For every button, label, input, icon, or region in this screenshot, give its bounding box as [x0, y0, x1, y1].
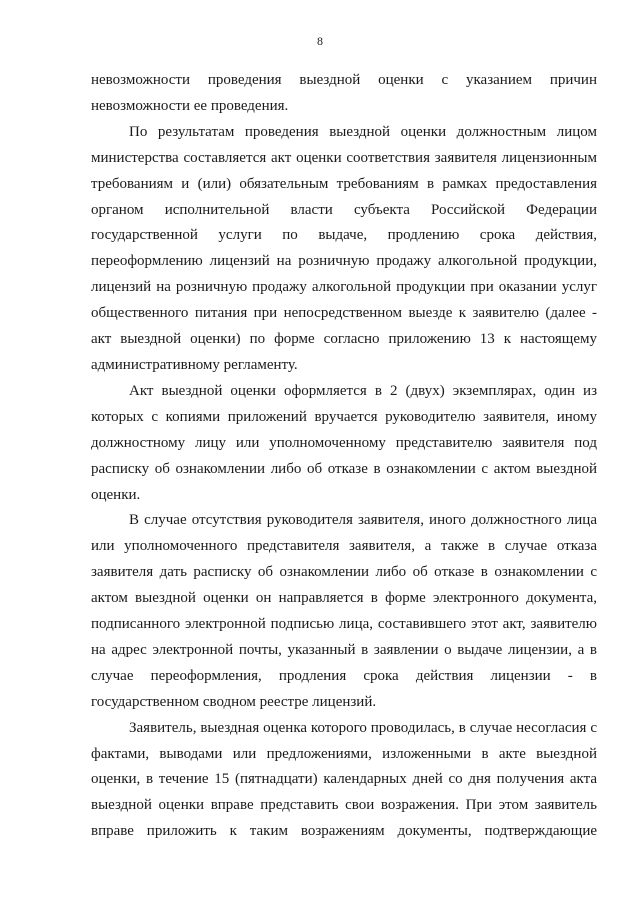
- document-body: [91, 68, 597, 845]
- paragraph-inspection-act: По результатам проведения выездной оценки должностным лицом министерства составляется акт оценки соответствия заявителя лицензионным требованиям и (или) обязательным требованиям в рамках предоставления органом исполнительной власти субъекта Российской Федерации государственной услуги по выдаче, продлению срока действия, переоформлению лицензий на розничную продажу алкогольной продукции, лицензий на розничную продажу алкогольной продукции при оказании услуг общественного питания при непосредственном выезде к заявителю (далее - акт выездной оценки) по форме согласно приложению 13 к настоящему административному регламенту.: [91, 123, 597, 373]
- paragraph-continuation: невозможности проведения выездной оценки с указанием причин невозможности ее проведения.: [91, 72, 597, 114]
- paragraph-electronic-delivery: В случае отсутствия руководителя заявителя, иного должностного лица или уполномоченного представителя заявителя, а также в случае отказа заявителя дать расписку об ознакомлении либо об отказе в ознакомлении с актом выездной оценки он направляется в форме электронного документа, подписанного электронной подписью лица, составившего этот акт, заявителю на адрес электронной почты, указанный в заявлении о выдаче лицензии, а в случае переоформления, продления срока действия лицензии - в государственном сводном реестре лицензий.: [91, 512, 597, 710]
- paragraph-act-copies: Акт выездной оценки оформляется в 2 (двух) экземплярах, один из которых с копиями приложений вручается руководителю заявителя, иному должностному лицу или уполномоченному представителю заявителя под расписку об ознакомлении либо об отказе в ознакомлении с актом выездной оценки.: [91, 382, 597, 503]
- page-number: 8: [317, 34, 323, 48]
- paragraph-objections: Заявитель, выездная оценка которого проводилась, в случае несогласия с фактами, выводами или предложениями, изложенными в акте выездной оценки, в течение 15 (пятнадцати) календарных дней со дня получения акта выездной оценки вправе представить свои возражения. При этом заявитель вправе приложить к таким возражениям документы, подтверждающие: [91, 719, 597, 840]
